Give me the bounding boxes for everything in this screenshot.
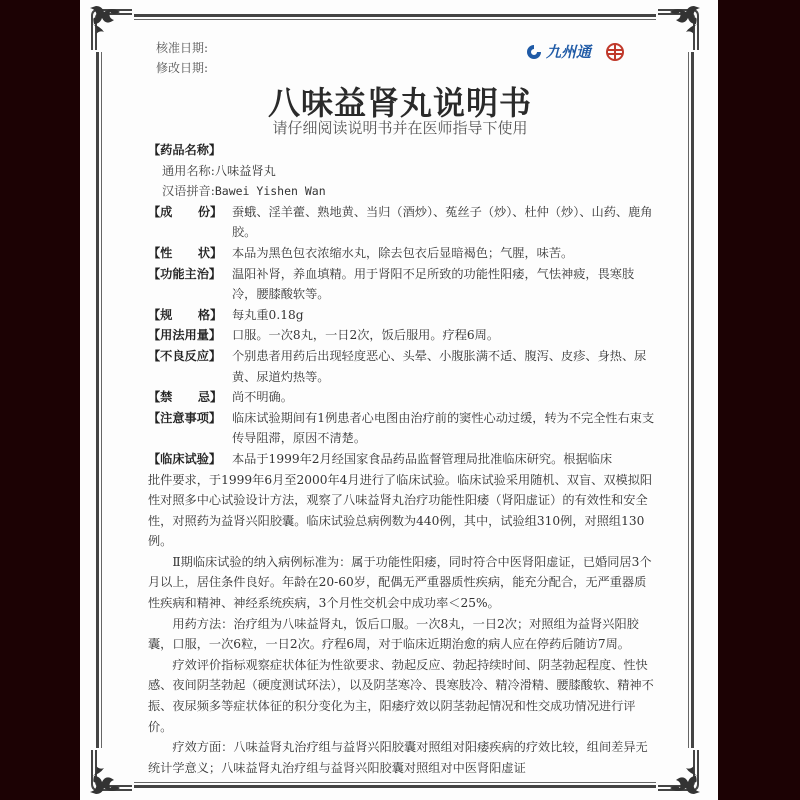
section-dosage [148,325,658,346]
corner-ornament-icon [88,748,134,794]
section-value: 每丸重0.18g [232,307,304,322]
approval-date-label: 核准日期: [156,41,209,55]
section-value: 本品为黑色包衣浓缩水丸，除去包衣后显暗褐色；气腥，味苦。 [232,245,574,260]
brand-name: 九州通 [546,43,592,61]
section-value: 口服。一次8丸，一日2次，饭后服用。疗程6周。 [232,328,500,343]
generic-name-key: 通用名称: [162,163,215,178]
corner-ornament-icon [88,6,134,52]
swirl-logo-icon [525,44,543,60]
section-label: 【药品名称】 [148,143,222,157]
pinyin-value: Bawei Yishen Wan [214,184,326,199]
section-ingredients [148,202,658,243]
section-label: 【性 状】 [148,245,223,260]
section-clinical-trial [148,449,658,470]
section-specification [148,305,658,326]
brand-logos [525,41,625,62]
section-precautions [148,408,658,449]
section-value: 本品于1999年2月经国家食品药品监督管理局批准临床研究。根据临床 [232,451,613,466]
pinyin-key: 汉语拼音: [162,184,215,199]
section-value: 尚不明确。 [232,390,293,405]
generic-name-value: 八味益肾丸 [214,163,276,178]
red-emblem-icon [605,42,625,62]
section-drug-name [148,140,658,161]
section-label: 【禁 忌】 [148,390,223,405]
section-label: 【规 格】 [148,307,223,322]
section-label: 【功能主治】 [148,266,222,281]
revision-date-label: 修改日期: [156,61,209,75]
clinical-trial-paragraph: 疗效评价指标观察症状体征为性欲要求、勃起反应、勃起持续时间、阴茎勃起程度、性快感、夜间阴茎勃起（硬度测试环法），以及阴茎寒冷、畏寒肢冷、精冷滑精、腰膝酸软、精神不振、夜尿频多等症状体征的积分变化为主，阳痿疗效以阴茎勃起情况和性交成功情况进行评价。 [148,657,654,734]
section-value: 个别患者用药后出现轻度恶心、头晕、小腹胀满不适、腹泻、皮疹、身热、尿黄、尿道灼热等。 [232,348,647,384]
section-label: 【临床试验】 [148,451,222,466]
clinical-trial-paragraph: 批件要求，于1999年6月至2000年4月进行了临床试验。临床试验采用随机、双盲、双模拟阳性对照多中心试验设计方法，观察了八味益肾丸治疗功能性阳痿（肾阳虚证）的有效性和安全性，对照药为益肾兴阳胶囊。临床试验总病例数为440例，其中，试验组310例，对照组130例。 [148,472,653,549]
date-fields [156,38,208,78]
leaflet-content [148,140,658,778]
corner-ornament-icon [656,6,702,52]
clinical-trial-paragraph: 疗效方面：八味益肾丸治疗组与益肾兴阳胶囊对照组对阳痿疾病的疗效比较，组间差异无统计学意义；八味益肾丸治疗组与益肾兴阳胶囊对照组对中医肾阳虚证 [148,740,648,775]
section-label: 【成 份】 [148,204,223,219]
clinical-trial-paragraph: 用药方法：治疗组为八味益肾丸，饭后口服。一次8丸，一日2次；对照组为益肾兴阳胶囊，口服，一次6粒，一日2次。疗程6周，对于临床近期治愈的病人应在停药后随访7周。 [148,616,639,652]
section-label: 【不良反应】 [148,348,222,363]
section-description [148,243,658,264]
corner-ornament-icon [656,748,702,794]
section-value: 蚕蛾、淫羊藿、熟地黄、当归（酒炒）、菟丝子（炒）、杜仲（炒）、山药、鹿角胶。 [232,204,653,240]
section-adverse-reactions [148,346,658,387]
section-value: 温阳补肾，养血填精。用于肾阳不足所致的功能性阳痿，气怯神疲，畏寒肢冷，腰膝酸软等。 [232,266,635,302]
page-title: 八味益肾丸说明书 [267,84,532,122]
generic-name-row [148,161,658,182]
pinyin-row [148,181,658,202]
section-indications [148,264,658,305]
section-label: 【注意事项】 [148,410,222,425]
section-value: 临床试验期间有1例患者心电图由治疗前的窦性心动过缓，转为不完全性右束支传导阻滞，原因不清楚。 [232,410,655,446]
clinical-trial-paragraph: Ⅱ期临床试验的纳入病例标准为：属于功能性阳痿，同时符合中医肾阳虚证，已婚同居3个月以上，居住条件良好。年龄在20-60岁，配偶无严重器质性疾病，能充分配合，无严重器质性疾病和精神、神经系统疾病，3个月性交机会中成功率＜25%。 [148,554,652,611]
jiuzhoutong-logo [525,41,591,62]
page-subtitle: 请仔细阅读说明书并在医师指导下使用 [272,119,528,137]
section-label: 【用法用量】 [148,328,222,343]
section-contraindications [148,387,658,408]
